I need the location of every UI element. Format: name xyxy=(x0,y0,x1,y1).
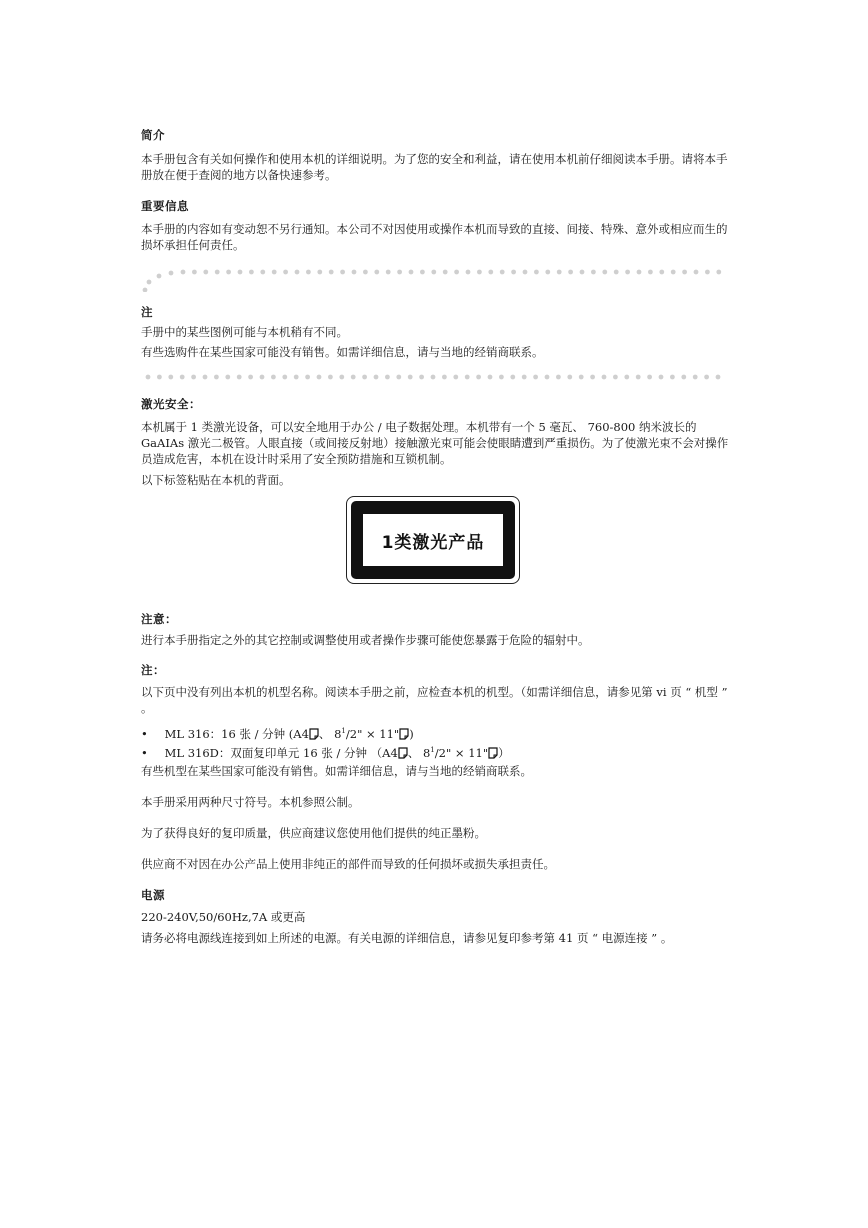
divider-dot xyxy=(694,270,699,275)
divider-dot xyxy=(192,270,197,275)
divider-dot xyxy=(522,375,527,380)
divider-dot xyxy=(157,375,162,380)
divider-dot xyxy=(602,375,607,380)
divider-dot xyxy=(408,375,413,380)
divider-dot xyxy=(374,270,379,275)
laser-label-text: 1类激光产品 xyxy=(363,514,503,566)
divider-dot xyxy=(534,270,539,275)
divider-dot xyxy=(157,274,162,279)
divider-dot xyxy=(671,270,676,275)
divider-dot xyxy=(716,270,721,275)
divider-dot xyxy=(500,270,505,275)
divider-dot xyxy=(499,375,504,380)
divider-dot xyxy=(580,270,585,275)
divider-dot xyxy=(374,375,379,380)
divider-dot xyxy=(180,375,185,380)
bullet-dot: • xyxy=(141,726,148,741)
intro-body: 本手册包含有关如何操作和使用本机的详细说明。为了您的安全和利益，请在使用本机前仔细阅读本手册。请将本手册放在便于查阅的地方以备快速参考。 xyxy=(141,152,728,182)
divider-dot xyxy=(203,375,208,380)
divider-dot xyxy=(248,375,253,380)
paper-portrait-icon xyxy=(398,747,408,763)
divider-dot xyxy=(705,270,710,275)
laser-label-intro: 以下标签粘贴在本机的背面。 xyxy=(141,473,291,487)
divider-dot xyxy=(340,270,345,275)
divider-dot xyxy=(567,375,572,380)
divider-dot xyxy=(624,375,629,380)
divider-dot xyxy=(510,375,515,380)
divider-dot xyxy=(568,270,573,275)
divider-dot xyxy=(237,375,242,380)
divider-dot xyxy=(488,375,493,380)
divider-dot xyxy=(351,375,356,380)
model-bullet-316d: • ML 316D：双面复印单元 16 张 / 分钟 （A4 、 $8^1/2$" × 11" ） xyxy=(141,742,510,763)
divider-dot xyxy=(465,375,470,380)
laser-label-frame xyxy=(351,501,515,579)
caution-body: 进行本手册指定之外的其它控制或调整使用或者操作步骤可能使您暴露于危险的辐射中。 xyxy=(141,633,590,647)
important-body: 本手册的内容如有变动恕不另行通知。本公司不对因使用或操作本机而导致的直接、间接、特殊、意外或相应而生的损坏承担任何责任。 xyxy=(141,222,728,252)
divider-dot xyxy=(317,270,322,275)
power-heading: 电源 xyxy=(141,888,165,902)
divider-dot xyxy=(396,375,401,380)
divider-dot xyxy=(682,270,687,275)
divider-dot xyxy=(625,270,630,275)
divider-dot xyxy=(648,270,653,275)
divider-dot xyxy=(339,375,344,380)
dotted-divider-bottom xyxy=(141,373,726,381)
divider-dot xyxy=(716,375,721,380)
toner-note: 为了获得良好的复印质量，供应商建议您使用他们提供的纯正墨粉。 xyxy=(141,826,486,840)
divider-dot xyxy=(431,270,436,275)
divider-dot xyxy=(637,270,642,275)
divider-dot xyxy=(260,270,265,275)
notes-heading: 注： xyxy=(141,663,165,677)
divider-dot xyxy=(636,375,641,380)
divider-dot xyxy=(647,375,652,380)
divider-dot xyxy=(271,375,276,380)
divider-dot xyxy=(143,288,148,292)
divider-dot xyxy=(238,270,243,275)
power-body: 请务必将电源线连接到如上所述的电源。有关电源的详细信息，请参见复印参考第 41 页 “ 电源连接 ” 。 xyxy=(141,931,673,945)
divider-dot xyxy=(181,270,186,275)
divider-dot xyxy=(442,375,447,380)
divider-dot xyxy=(477,270,482,275)
model-bullet-316: • ML 316：16 张 / 分钟 (A4 、 $8^1/2$" × 11" ) xyxy=(141,723,414,744)
divider-dot xyxy=(431,375,436,380)
divider-dot xyxy=(306,270,311,275)
divider-dot xyxy=(556,375,561,380)
divider-dot xyxy=(147,280,152,285)
availability-note: 有些机型在某些国家可能没有销售。如需详细信息，请与当地的经销商联系。 xyxy=(141,764,532,778)
divider-dot xyxy=(693,375,698,380)
divider-dot xyxy=(602,270,607,275)
divider-dot xyxy=(385,375,390,380)
divider-dot xyxy=(659,270,664,275)
divider-dot xyxy=(386,270,391,275)
divider-dot xyxy=(590,375,595,380)
divider-dot xyxy=(454,270,459,275)
divider-dot xyxy=(328,375,333,380)
divider-dot xyxy=(215,270,220,275)
divider-dot xyxy=(146,375,151,380)
important-heading: 重要信息 xyxy=(141,199,189,213)
divider-dot xyxy=(283,270,288,275)
divider-dot xyxy=(476,375,481,380)
divider-dot xyxy=(329,270,334,275)
liability-note: 供应商不对因在办公产品上使用非纯正的部件而导致的任何损坏或损失承担责任。 xyxy=(141,857,555,871)
laser-class-label xyxy=(346,496,520,584)
divider-dot xyxy=(466,270,471,275)
divider-dot xyxy=(226,270,231,275)
laser-heading: 激光安全： xyxy=(141,397,201,411)
divider-dot xyxy=(362,375,367,380)
units-note: 本手册采用两种尺寸符号。本机参照公制。 xyxy=(141,795,360,809)
intro-heading: 简介 xyxy=(141,128,165,142)
divider-dot xyxy=(191,375,196,380)
divider-dot xyxy=(523,270,528,275)
divider-dot xyxy=(363,270,368,275)
divider-dot xyxy=(545,375,550,380)
power-spec: 220-240V,50/60Hz,7A 或更高 xyxy=(141,910,306,924)
divider-dot xyxy=(260,375,265,380)
laser-body: 本机属于 1 类激光设备，可以安全地用于办公 / 电子数据处理。本机带有一个 5 毫瓦、 760-800 纳米波长的 GaAIAs 激光二极管。人眼直接（或间接反射地）接触激光束可能会使眼睛遭到严重损伤。为了使激光束不会对操作员造成危害，本机在设计时采用了安全预防措施和互锁机制。 xyxy=(141,420,729,466)
divider-dot xyxy=(613,375,618,380)
bullet-dot: • xyxy=(141,745,148,760)
divider-dot xyxy=(214,375,219,380)
divider-dot xyxy=(295,270,300,275)
paper-portrait-icon xyxy=(488,747,498,763)
divider-dot xyxy=(579,375,584,380)
divider-dot xyxy=(453,375,458,380)
divider-dot xyxy=(670,375,675,380)
divider-dot xyxy=(557,270,562,275)
divider-dot xyxy=(225,375,230,380)
divider-dot xyxy=(545,270,550,275)
notes-body: 以下页中没有列出本机的机型名称。阅读本手册之前，应检查本机的机型。（如需详细信息，请参见第 vi 页 “ 机型 ” 。 xyxy=(141,685,728,715)
divider-dot xyxy=(317,375,322,380)
divider-dot xyxy=(294,375,299,380)
divider-dot xyxy=(168,375,173,380)
divider-dot xyxy=(169,271,174,276)
divider-dot xyxy=(409,270,414,275)
divider-dot xyxy=(249,270,254,275)
divider-dot xyxy=(488,270,493,275)
divider-dot xyxy=(704,375,709,380)
divider-dot xyxy=(420,270,425,275)
dotted-divider-top xyxy=(141,262,726,290)
caution-heading: 注意： xyxy=(141,612,177,626)
note-box-line2: 有些选购件在某些国家可能没有销售。如需详细信息，请与当地的经销商联系。 xyxy=(141,345,544,359)
divider-dot xyxy=(397,270,402,275)
divider-dot xyxy=(614,270,619,275)
divider-dot xyxy=(419,375,424,380)
note-box-heading: 注 xyxy=(141,305,153,319)
divider-dot xyxy=(272,270,277,275)
divider-dot xyxy=(533,375,538,380)
divider-dot xyxy=(305,375,310,380)
divider-dot xyxy=(591,270,596,275)
divider-dot xyxy=(352,270,357,275)
note-box-line1: 手册中的某些图例可能与本机稍有不同。 xyxy=(141,325,348,339)
divider-dot xyxy=(681,375,686,380)
divider-dot xyxy=(282,375,287,380)
divider-dot xyxy=(659,375,664,380)
divider-dot xyxy=(511,270,516,275)
divider-dot xyxy=(203,270,208,275)
divider-dot xyxy=(443,270,448,275)
